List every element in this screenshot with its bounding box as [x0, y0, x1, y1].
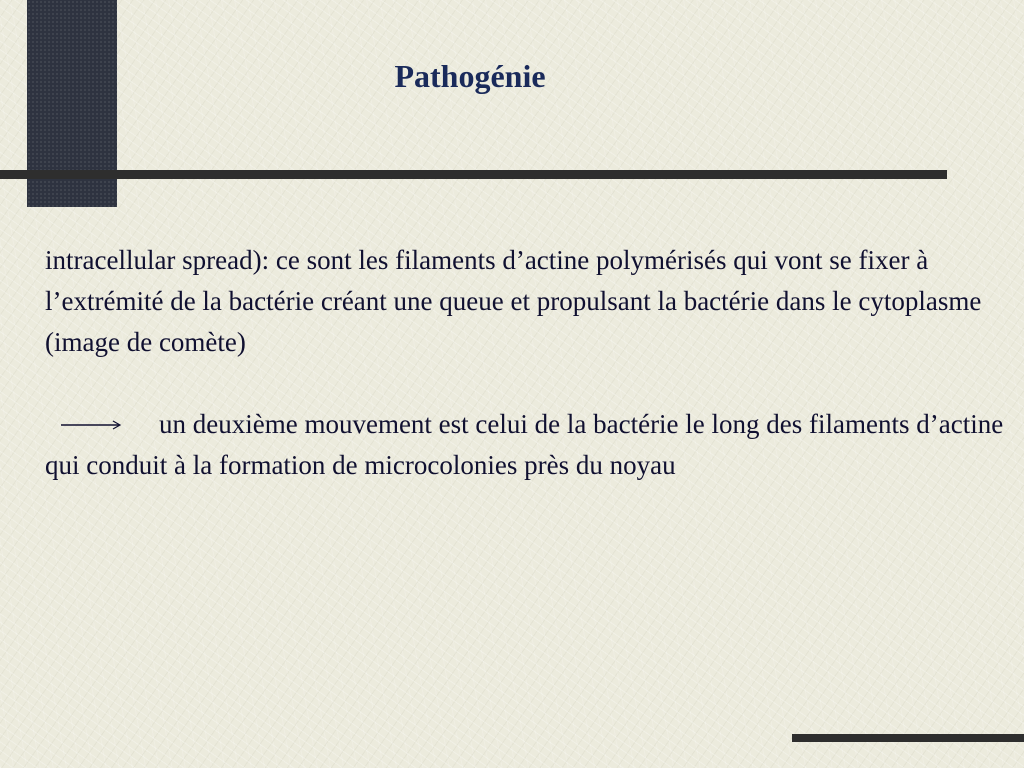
top-divider: [0, 170, 947, 179]
bottom-divider: [792, 734, 1024, 742]
paragraph-2: [45, 404, 1020, 486]
paragraph-1: intracellular spread): ce sont les filaments d’actine polymérisés qui vont se fixer à l’extrémité de la bactérie créant une queue et propulsant la bactérie dans le cytoplasme (image de comète): [45, 245, 982, 357]
right-arrow-icon: [61, 418, 123, 432]
paragraph-2-text: un deuxième mouvement est celui de la bactérie le long des filaments d’actine qui conduit à la formation de microcolonies près du noyau: [45, 409, 1004, 480]
slide-title-text: Pathogénie: [394, 58, 546, 94]
slide-title: [0, 54, 940, 98]
